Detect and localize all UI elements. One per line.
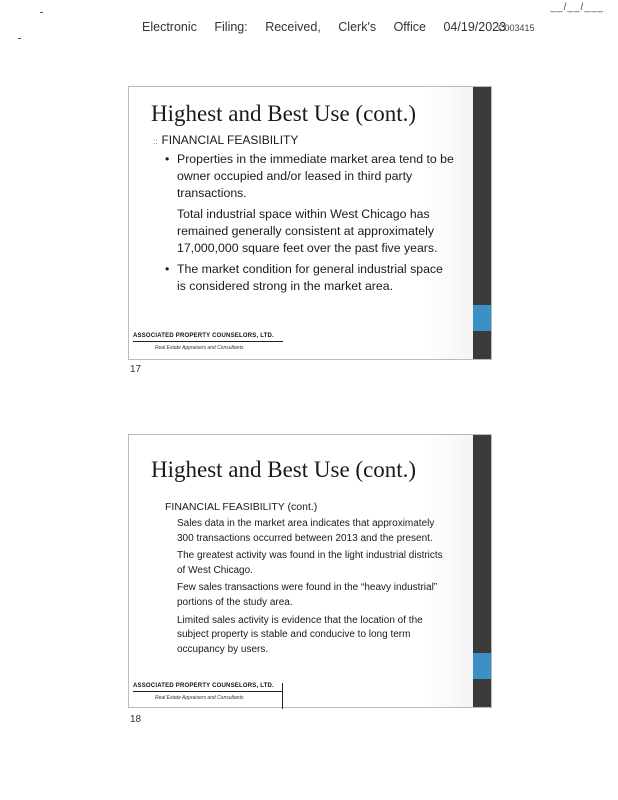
slide-side-bar (473, 435, 491, 707)
list-item (165, 151, 455, 202)
document-id: C003415 (498, 23, 535, 33)
list-item-text: The market condition for general industrial space is considered strong in the market area. (177, 262, 443, 293)
slide-body-list (165, 151, 455, 299)
company-logo (133, 333, 283, 351)
slide-17 (128, 86, 492, 360)
scan-speck (18, 38, 21, 39)
logo-tagline: Real Estate Appraisers and Consultants (155, 345, 244, 351)
bullet-icon: • (165, 152, 170, 166)
list-item: The greatest activity was found in the light industrial districts of West Chicago. (177, 550, 443, 576)
side-bar-accent (473, 305, 491, 331)
list-item-text: Total industrial space within West Chicago has remained generally consistent at approximately 17,000,000 square feet over the past five years. (177, 207, 438, 255)
logo-name: ASSOCIATED PROPERTY COUNSELORS, LTD. (133, 683, 283, 692)
list-item: Limited sales activity is evidence that the location of the subject property is stable and conducive to long term occupancy by users. (177, 614, 423, 655)
logo-name: ASSOCIATED PROPERTY COUNSELORS, LTD. (133, 333, 283, 342)
page-number: 18 (130, 714, 142, 725)
company-logo (133, 683, 283, 701)
list-item: Sales data in the market area indicates that approximately 300 transactions occurred between 2013 and the present. (177, 518, 435, 544)
slide-title: Highest and Best Use (cont.) (151, 101, 417, 126)
filing-word: Received, (265, 20, 321, 34)
list-item (165, 206, 455, 257)
subhead-marker: :: (153, 137, 158, 146)
slide-18 (128, 434, 492, 708)
slide-body-list (175, 517, 443, 660)
list-item-text: Properties in the immediate market area tend to be owner occupied and/or leased in third party transactions. (177, 152, 454, 200)
page-number: 17 (130, 364, 142, 375)
filing-word: Clerk's (338, 20, 377, 34)
slide-side-bar (473, 87, 491, 359)
filing-date: 04/19/2023 (443, 20, 507, 34)
bullet-icon: • (165, 262, 170, 276)
subhead-text: FINANCIAL FEASIBILITY (161, 133, 299, 147)
filing-word: Electronic (142, 20, 197, 34)
filing-word: Filing: (214, 20, 248, 34)
scan-speck (40, 12, 43, 13)
side-bar-accent (473, 653, 491, 679)
logo-tagline: Real Estate Appraisers and Consultants (155, 695, 244, 701)
slide-subhead: FINANCIAL FEASIBILITY (cont.) (165, 501, 318, 513)
list-item: Few sales transactions were found in the “heavy industrial” portions of the study area. (177, 582, 438, 608)
filing-word: Office (393, 20, 426, 34)
slide-title: Highest and Best Use (cont.) (151, 457, 417, 482)
slide-subhead (153, 133, 298, 147)
filing-header (142, 20, 520, 34)
list-item (165, 261, 455, 295)
logo-divider (282, 683, 283, 709)
corner-mark: __/__/___ (550, 2, 604, 13)
